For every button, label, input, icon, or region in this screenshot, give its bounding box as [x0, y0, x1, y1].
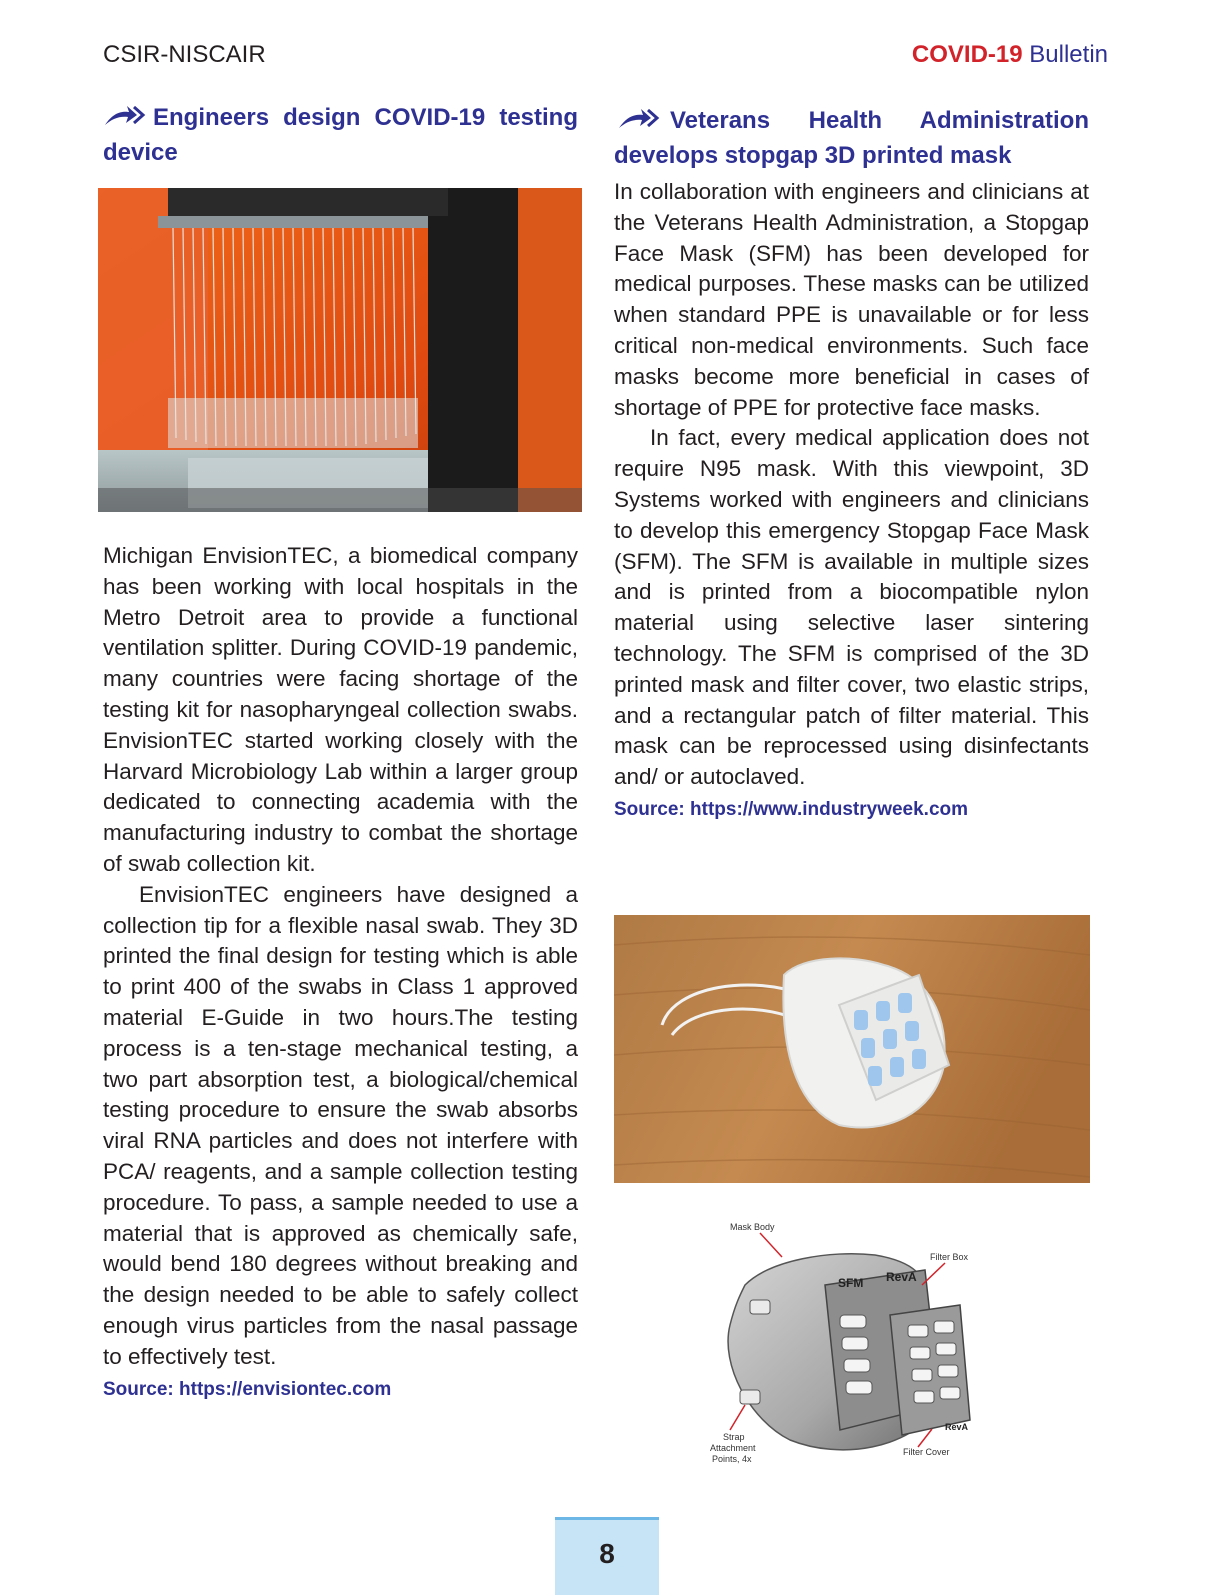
arrow-icon — [103, 103, 147, 137]
left-article-body — [103, 541, 578, 1401]
bulletin-title — [912, 41, 1108, 69]
bulletin-title-bold: COVID-19 — [911, 41, 1023, 68]
left-article-headline-block — [103, 102, 578, 168]
filter-box-label: Filter Box — [930, 1252, 969, 1262]
reva-engraving: RevA — [886, 1270, 917, 1284]
bulletin-title-regular: Bulletin — [1029, 41, 1108, 68]
left-article-title — [103, 102, 578, 168]
left-article-paragraph-2: EnvisionTEC engineers have designed a collection tip for a flexible nasal swab. They 3D printed the final design for testing which is able to print 400 of the swabs in Class 1 approved material E-Guide in two hours.The testing process is a ten-stage mechanical testing, a two part absorption test, a biological/chemical testing procedure to ensure the swab absorbs viral RNA particles and does not interfere with PCA/ reagents, and a sample collection testing procedure. To pass, a sample needed to use a material that is approved as chemically safe, would bend 180 degrees without breaking and the design needed to be able to safely collect enough virus particles from the nasal passage to effectively test. — [103, 881, 578, 1369]
right-article-body — [614, 177, 1089, 821]
right-article-title-text: Veterans Health Administration develops stopgap 3D printed mask — [614, 107, 1089, 169]
strap-label-1: Strap — [723, 1432, 745, 1442]
mask-body-label: Mask Body — [730, 1222, 775, 1232]
right-article-source[interactable]: Source: https://www.industryweek.com — [614, 798, 969, 820]
arrow-icon — [614, 106, 664, 140]
right-article-paragraph-2: In fact, every medical application does not require N95 mask. With this viewpoint, 3D Systems worked with engineers and clinicians to develop this emergency Stopgap Face Mask (SFM). The SFM is available in multiple sizes and is printed from a biocompatible nylon material using selective laser sintering technology. The SFM is comprised of the 3D printed mask and filter cover, two elastic strips, and a rectangular patch of filter material. This mask can be reprocessed using disinfectants and/ or autoclaved. — [614, 425, 1089, 790]
right-article-headline-block — [614, 105, 1089, 171]
left-article-source[interactable]: Source: https://envisiontec.com — [103, 1378, 392, 1400]
sfm-engraving: SFM — [838, 1276, 864, 1290]
filter-cover-label: Filter Cover — [903, 1447, 950, 1457]
mask-on-table-photo — [614, 915, 1090, 1183]
strap-label-3: Points, 4x — [712, 1454, 752, 1464]
3d-printer-swabs-photo — [98, 188, 582, 512]
right-article-paragraph-1: In collaboration with engineers and clinicians at the Veterans Health Administration, a Stopgap Face Mask (SFM) has been developed for medical purposes. These masks can be utilized when standard PPE is unavailable or for less critical non-medical environments. Such face masks become more beneficial in cases of shortage of PPE for protective face masks. — [614, 179, 1089, 420]
mask-parts-diagram — [690, 1215, 1020, 1465]
publisher-name: CSIR-NISCAIR — [103, 41, 266, 68]
left-article-title-text: Engineers design COVID-19 testing device — [103, 104, 578, 166]
left-article-paragraph-1: Michigan EnvisionTEC, a biomedical company has been working with local hospitals in the Metro Detroit area to provide a functional ventilation splitter. During COVID-19 pandemic, many countries were facing shortage of the testing kit for nasopharyngeal collection swabs. EnvisionTEC started working closely with the Harvard Microbiology Lab within a larger group dedicated to connecting academia with the manufacturing industry to combat the shortage of swab collection kit. — [103, 543, 578, 876]
reva-cover-engraving: RevA — [945, 1422, 969, 1432]
strap-label-2: Attachment — [710, 1443, 756, 1453]
page-number: 8 — [555, 1517, 659, 1595]
right-article-title — [614, 105, 1089, 171]
